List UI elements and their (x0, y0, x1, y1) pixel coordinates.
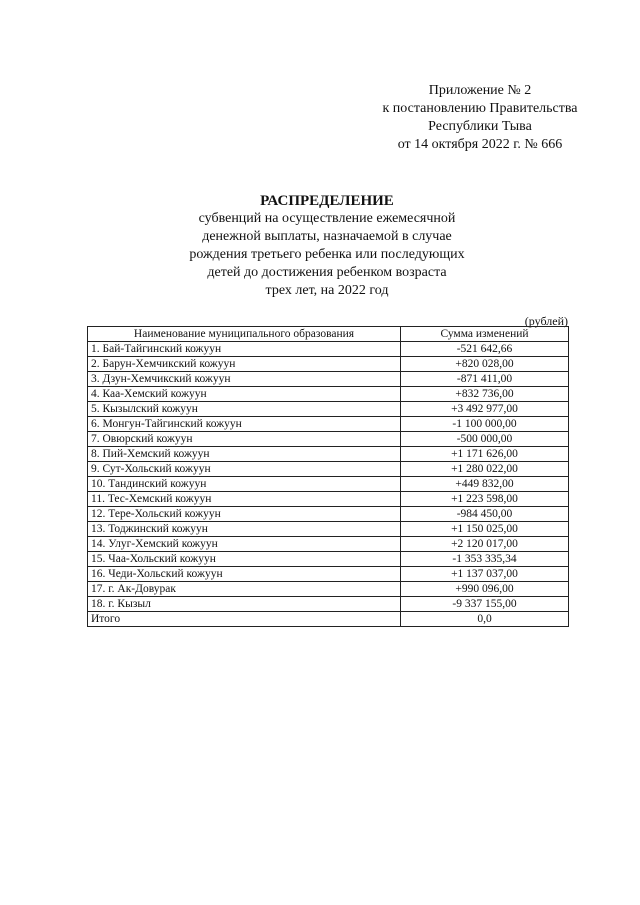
units-label: (рублей) (524, 314, 568, 328)
amount-cell: +3 492 977,00 (401, 402, 569, 417)
amount-cell: -871 411,00 (401, 372, 569, 387)
table-row (88, 552, 569, 567)
table-row (88, 477, 569, 492)
table-row (88, 432, 569, 447)
table-row (88, 537, 569, 552)
amount-cell: -984 450,00 (401, 507, 569, 522)
amount-cell: +1 137 037,00 (401, 567, 569, 582)
municipality-name-cell: 13. Тоджинский кожуун (88, 522, 401, 537)
municipality-name-cell: 11. Тес-Хемский кожуун (88, 492, 401, 507)
column-header-name: Наименование муниципального образования (88, 327, 401, 342)
amount-cell: +820 028,00 (401, 357, 569, 372)
municipality-name-cell: 10. Тандинский кожуун (88, 477, 401, 492)
table-body (88, 342, 569, 627)
municipality-name-cell: 7. Овюрский кожуун (88, 432, 401, 447)
table-row (88, 387, 569, 402)
amount-cell: +1 171 626,00 (401, 447, 569, 462)
amount-cell: 0,0 (401, 612, 569, 627)
table-row (88, 462, 569, 477)
amount-cell: +1 150 025,00 (401, 522, 569, 537)
table-total-row (88, 612, 569, 627)
amount-cell: -521 642,66 (401, 342, 569, 357)
amount-cell: +1 223 598,00 (401, 492, 569, 507)
municipality-name-cell: 15. Чаа-Хольский кожуун (88, 552, 401, 567)
municipality-name-cell: 4. Каа-Хемский кожуун (88, 387, 401, 402)
document-title (0, 192, 640, 300)
table-row (88, 447, 569, 462)
municipality-name-cell: 18. г. Кызыл (88, 597, 401, 612)
table-row (88, 402, 569, 417)
appendix-line-3: Республики Тыва (428, 119, 532, 134)
appendix-line-1: Приложение № 2 (428, 83, 532, 98)
municipality-name-cell: 9. Сут-Хольский кожуун (88, 462, 401, 477)
table-header-row (88, 327, 569, 342)
column-header-sum: Сумма изменений (401, 327, 569, 342)
amount-cell: +832 736,00 (401, 387, 569, 402)
title-line-2: денежной выплаты, назначаемой в случае (202, 229, 452, 244)
title-line-3: рождения третьего ребенка или последующих (189, 247, 465, 262)
amount-cell: -1 100 000,00 (401, 417, 569, 432)
title-line-5: трех лет, на 2022 год (265, 283, 389, 298)
table-row (88, 372, 569, 387)
title-heading: РАСПРЕДЕЛЕНИЕ (260, 193, 394, 209)
title-line-1: субвенций на осуществление ежемесячной (198, 211, 456, 226)
amount-cell: -9 337 155,00 (401, 597, 569, 612)
amount-cell: +449 832,00 (401, 477, 569, 492)
amount-cell: -500 000,00 (401, 432, 569, 447)
appendix-header (370, 82, 590, 154)
table-row (88, 567, 569, 582)
amount-cell: +990 096,00 (401, 582, 569, 597)
appendix-line-2: к постановлению Правительства (382, 101, 578, 116)
municipality-name-cell: 5. Кызылский кожуун (88, 402, 401, 417)
amount-cell: +2 120 017,00 (401, 537, 569, 552)
title-line-4: детей до достижения ребенком возраста (207, 265, 447, 280)
municipality-name-cell: 2. Барун-Хемчикский кожуун (88, 357, 401, 372)
table-row (88, 597, 569, 612)
amount-cell: -1 353 335,34 (401, 552, 569, 567)
municipality-name-cell: 16. Чеди-Хольский кожуун (88, 567, 401, 582)
municipality-name-cell: 3. Дзун-Хемчикский кожуун (88, 372, 401, 387)
municipality-name-cell: 14. Улуг-Хемский кожуун (88, 537, 401, 552)
municipality-name-cell: 17. г. Ак-Довурак (88, 582, 401, 597)
appendix-line-4: от 14 октября 2022 г. № 666 (397, 137, 563, 152)
amount-cell: +1 280 022,00 (401, 462, 569, 477)
table-row (88, 492, 569, 507)
municipality-name-cell: 12. Тере-Хольский кожуун (88, 507, 401, 522)
municipality-name-cell: 1. Бай-Тайгинский кожуун (88, 342, 401, 357)
municipality-name-cell: 8. Пий-Хемский кожуун (88, 447, 401, 462)
municipality-name-cell: Итого (88, 612, 401, 627)
municipality-name-cell: 6. Монгун-Тайгинский кожуун (88, 417, 401, 432)
table-row (88, 342, 569, 357)
table-row (88, 582, 569, 597)
table-row (88, 417, 569, 432)
table-row (88, 522, 569, 537)
distribution-table (87, 326, 569, 627)
table-row (88, 357, 569, 372)
table-row (88, 507, 569, 522)
